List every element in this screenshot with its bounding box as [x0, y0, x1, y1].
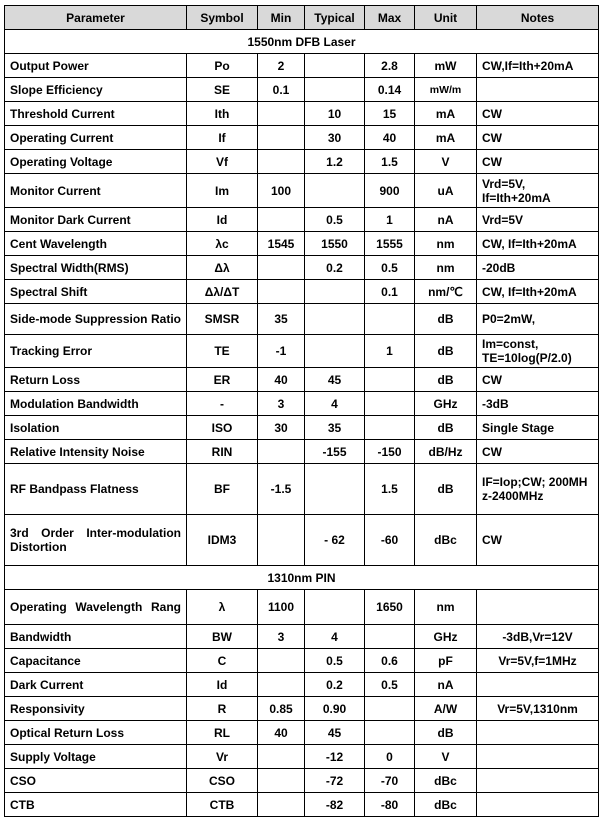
cell-symbol: BW [187, 625, 258, 649]
cell-notes [477, 721, 599, 745]
cell-max: 0.6 [365, 649, 415, 673]
cell-notes: -3dB,Vr=12V [477, 625, 599, 649]
cell-min [258, 256, 305, 280]
cell-max: 2.8 [365, 54, 415, 78]
table-row [5, 649, 599, 673]
cell-notes: CW [477, 102, 599, 126]
cell-unit: V [415, 745, 477, 769]
cell-unit: dB [415, 464, 477, 515]
section-row [5, 30, 599, 54]
cell-min: 1100 [258, 590, 305, 625]
cell-typical: 4 [305, 392, 365, 416]
cell-unit: V [415, 150, 477, 174]
cell-notes [477, 78, 599, 102]
cell-max: 1 [365, 208, 415, 232]
cell-unit: GHz [415, 392, 477, 416]
cell-notes: IF=Iop;CW; 200MHz-2400MHz [477, 464, 599, 515]
cell-symbol: C [187, 649, 258, 673]
cell-min [258, 208, 305, 232]
cell-unit: dB [415, 304, 477, 335]
cell-notes: Vr=5V,1310nm [477, 697, 599, 721]
cell-unit: nm [415, 590, 477, 625]
cell-symbol: RIN [187, 440, 258, 464]
cell-max: 1555 [365, 232, 415, 256]
cell-notes: Vr=5V,f=1MHz [477, 649, 599, 673]
table-row [5, 78, 599, 102]
cell-param: Spectral Shift [5, 280, 187, 304]
cell-param: Capacitance [5, 649, 187, 673]
cell-param: Optical Return Loss [5, 721, 187, 745]
cell-symbol: - [187, 392, 258, 416]
cell-param: 3rd Order Inter-modulation Distortion [5, 515, 187, 566]
spec-table [4, 5, 599, 817]
cell-typical: - 62 [305, 515, 365, 566]
cell-max: 1.5 [365, 150, 415, 174]
cell-typical: 0.90 [305, 697, 365, 721]
cell-typical: -82 [305, 793, 365, 817]
cell-unit: mA [415, 126, 477, 150]
cell-param: Bandwidth [5, 625, 187, 649]
cell-symbol: Ith [187, 102, 258, 126]
table-row [5, 280, 599, 304]
cell-unit: dBc [415, 769, 477, 793]
section-title: 1310nm PIN [5, 566, 599, 590]
cell-typical: 1550 [305, 232, 365, 256]
table-row [5, 697, 599, 721]
cell-symbol: RL [187, 721, 258, 745]
cell-symbol: Vf [187, 150, 258, 174]
cell-symbol: ER [187, 368, 258, 392]
cell-param: Relative Intensity Noise [5, 440, 187, 464]
cell-max [365, 368, 415, 392]
cell-unit: A/W [415, 697, 477, 721]
table-row [5, 102, 599, 126]
cell-symbol: R [187, 697, 258, 721]
table-row [5, 793, 599, 817]
cell-typical: 0.2 [305, 256, 365, 280]
cell-typical [305, 590, 365, 625]
col-header-notes: Notes [477, 6, 599, 30]
cell-min [258, 440, 305, 464]
cell-notes: CW [477, 440, 599, 464]
cell-unit: mA [415, 102, 477, 126]
cell-max: 0.5 [365, 256, 415, 280]
table-row [5, 126, 599, 150]
cell-max: 1 [365, 335, 415, 368]
cell-param: Side-mode Suppression Ratio [5, 304, 187, 335]
cell-min: 3 [258, 625, 305, 649]
cell-max: -60 [365, 515, 415, 566]
cell-symbol: Δλ/ΔT [187, 280, 258, 304]
section-row [5, 566, 599, 590]
table-row [5, 625, 599, 649]
cell-min: 0.85 [258, 697, 305, 721]
cell-max: 900 [365, 174, 415, 208]
cell-symbol: Id [187, 208, 258, 232]
col-header-min: Min [258, 6, 305, 30]
cell-param: Spectral Width(RMS) [5, 256, 187, 280]
cell-min: 40 [258, 721, 305, 745]
cell-notes: CW [477, 368, 599, 392]
cell-typical [305, 335, 365, 368]
table-row [5, 208, 599, 232]
cell-notes: CW, If=Ith+20mA [477, 280, 599, 304]
cell-unit: dB [415, 721, 477, 745]
cell-typical: 0.2 [305, 673, 365, 697]
cell-param: Threshold Current [5, 102, 187, 126]
cell-param: Isolation [5, 416, 187, 440]
cell-unit: dBc [415, 793, 477, 817]
col-header-max: Max [365, 6, 415, 30]
cell-min [258, 280, 305, 304]
cell-symbol: SMSR [187, 304, 258, 335]
cell-max [365, 697, 415, 721]
header-row [5, 6, 599, 30]
cell-min: 35 [258, 304, 305, 335]
cell-notes: P0=2mW, [477, 304, 599, 335]
cell-param: Tracking Error [5, 335, 187, 368]
cell-notes [477, 793, 599, 817]
table-row [5, 745, 599, 769]
table-row [5, 440, 599, 464]
cell-unit: dB [415, 368, 477, 392]
cell-notes: CW [477, 515, 599, 566]
cell-notes [477, 590, 599, 625]
cell-min [258, 126, 305, 150]
cell-param: CSO [5, 769, 187, 793]
cell-min: -1.5 [258, 464, 305, 515]
cell-symbol: TE [187, 335, 258, 368]
cell-unit: dB/Hz [415, 440, 477, 464]
cell-symbol: If [187, 126, 258, 150]
cell-max [365, 304, 415, 335]
cell-typical: 45 [305, 368, 365, 392]
cell-min [258, 769, 305, 793]
cell-notes: Im=const, TE=10log(P/2.0) [477, 335, 599, 368]
cell-param: Operating Wavelength Rang [5, 590, 187, 625]
cell-notes: CW, If=Ith+20mA [477, 232, 599, 256]
cell-param: Output Power [5, 54, 187, 78]
cell-param: Monitor Dark Current [5, 208, 187, 232]
cell-typical: 35 [305, 416, 365, 440]
table-row [5, 590, 599, 625]
cell-min [258, 102, 305, 126]
cell-typical: 1.2 [305, 150, 365, 174]
cell-max [365, 625, 415, 649]
cell-max [365, 392, 415, 416]
cell-max [365, 416, 415, 440]
cell-notes [477, 769, 599, 793]
cell-typical: 4 [305, 625, 365, 649]
cell-max: 0 [365, 745, 415, 769]
cell-min: 1545 [258, 232, 305, 256]
cell-min: 40 [258, 368, 305, 392]
cell-unit: mW [415, 54, 477, 78]
cell-typical: -155 [305, 440, 365, 464]
cell-unit: dB [415, 335, 477, 368]
cell-symbol: IDM3 [187, 515, 258, 566]
cell-unit: nA [415, 673, 477, 697]
cell-symbol: ISO [187, 416, 258, 440]
cell-symbol: CSO [187, 769, 258, 793]
cell-typical: -12 [305, 745, 365, 769]
table-row [5, 769, 599, 793]
col-header-parameter: Parameter [5, 6, 187, 30]
cell-symbol: λ [187, 590, 258, 625]
cell-min: 0.1 [258, 78, 305, 102]
cell-notes: -3dB [477, 392, 599, 416]
cell-symbol: BF [187, 464, 258, 515]
cell-param: Responsivity [5, 697, 187, 721]
cell-symbol: Δλ [187, 256, 258, 280]
cell-typical [305, 464, 365, 515]
cell-param: Return Loss [5, 368, 187, 392]
cell-typical: 30 [305, 126, 365, 150]
table-row [5, 416, 599, 440]
table-row [5, 464, 599, 515]
table-row [5, 256, 599, 280]
cell-max: 0.14 [365, 78, 415, 102]
cell-param: Monitor Current [5, 174, 187, 208]
cell-typical [305, 54, 365, 78]
table-row [5, 304, 599, 335]
cell-unit: nA [415, 208, 477, 232]
table-row [5, 335, 599, 368]
cell-min [258, 745, 305, 769]
cell-unit: mW/m [415, 78, 477, 102]
cell-symbol: Po [187, 54, 258, 78]
cell-notes: CW [477, 126, 599, 150]
cell-param: Operating Current [5, 126, 187, 150]
table-row [5, 150, 599, 174]
cell-min: 3 [258, 392, 305, 416]
cell-symbol: CTB [187, 793, 258, 817]
cell-typical [305, 174, 365, 208]
col-header-typical: Typical [305, 6, 365, 30]
table-row [5, 54, 599, 78]
cell-min [258, 793, 305, 817]
cell-max: -150 [365, 440, 415, 464]
table-row [5, 673, 599, 697]
cell-unit: dB [415, 416, 477, 440]
cell-unit: dBc [415, 515, 477, 566]
cell-param: Slope Efficiency [5, 78, 187, 102]
cell-typical [305, 78, 365, 102]
cell-typical: 0.5 [305, 649, 365, 673]
cell-typical: 45 [305, 721, 365, 745]
cell-notes [477, 673, 599, 697]
cell-symbol: Vr [187, 745, 258, 769]
cell-notes: -20dB [477, 256, 599, 280]
cell-unit: GHz [415, 625, 477, 649]
cell-unit: uA [415, 174, 477, 208]
cell-unit: nm [415, 256, 477, 280]
cell-max: 1650 [365, 590, 415, 625]
cell-notes: CW [477, 150, 599, 174]
cell-typical: 10 [305, 102, 365, 126]
table-row [5, 721, 599, 745]
cell-param: Supply Voltage [5, 745, 187, 769]
cell-symbol: Im [187, 174, 258, 208]
cell-typical [305, 280, 365, 304]
cell-max: 0.1 [365, 280, 415, 304]
table-row [5, 368, 599, 392]
cell-symbol: λc [187, 232, 258, 256]
section-title: 1550nm DFB Laser [5, 30, 599, 54]
col-header-unit: Unit [415, 6, 477, 30]
cell-notes: Single Stage [477, 416, 599, 440]
table-row [5, 392, 599, 416]
cell-min: 2 [258, 54, 305, 78]
cell-max: -80 [365, 793, 415, 817]
cell-typical: 0.5 [305, 208, 365, 232]
cell-symbol: SE [187, 78, 258, 102]
cell-max: 0.5 [365, 673, 415, 697]
cell-min: 100 [258, 174, 305, 208]
cell-min [258, 649, 305, 673]
cell-param: Modulation Bandwidth [5, 392, 187, 416]
cell-min [258, 515, 305, 566]
cell-param: CTB [5, 793, 187, 817]
cell-notes: Vrd=5V, If=Ith+20mA [477, 174, 599, 208]
cell-max: 1.5 [365, 464, 415, 515]
cell-symbol: Id [187, 673, 258, 697]
cell-param: Operating Voltage [5, 150, 187, 174]
cell-max [365, 721, 415, 745]
cell-unit: pF [415, 649, 477, 673]
cell-param: Cent Wavelength [5, 232, 187, 256]
table-row [5, 515, 599, 566]
cell-param: Dark Current [5, 673, 187, 697]
cell-max: 40 [365, 126, 415, 150]
cell-min: -1 [258, 335, 305, 368]
cell-min: 30 [258, 416, 305, 440]
cell-min [258, 673, 305, 697]
table-row [5, 174, 599, 208]
cell-notes: Vrd=5V [477, 208, 599, 232]
cell-min [258, 150, 305, 174]
cell-max: 15 [365, 102, 415, 126]
cell-param: RF Bandpass Flatness [5, 464, 187, 515]
cell-notes [477, 745, 599, 769]
table-row [5, 232, 599, 256]
cell-max: -70 [365, 769, 415, 793]
col-header-symbol: Symbol [187, 6, 258, 30]
cell-unit: nm [415, 232, 477, 256]
cell-typical: -72 [305, 769, 365, 793]
cell-notes: CW,If=Ith+20mA [477, 54, 599, 78]
cell-typical [305, 304, 365, 335]
cell-unit: nm/℃ [415, 280, 477, 304]
